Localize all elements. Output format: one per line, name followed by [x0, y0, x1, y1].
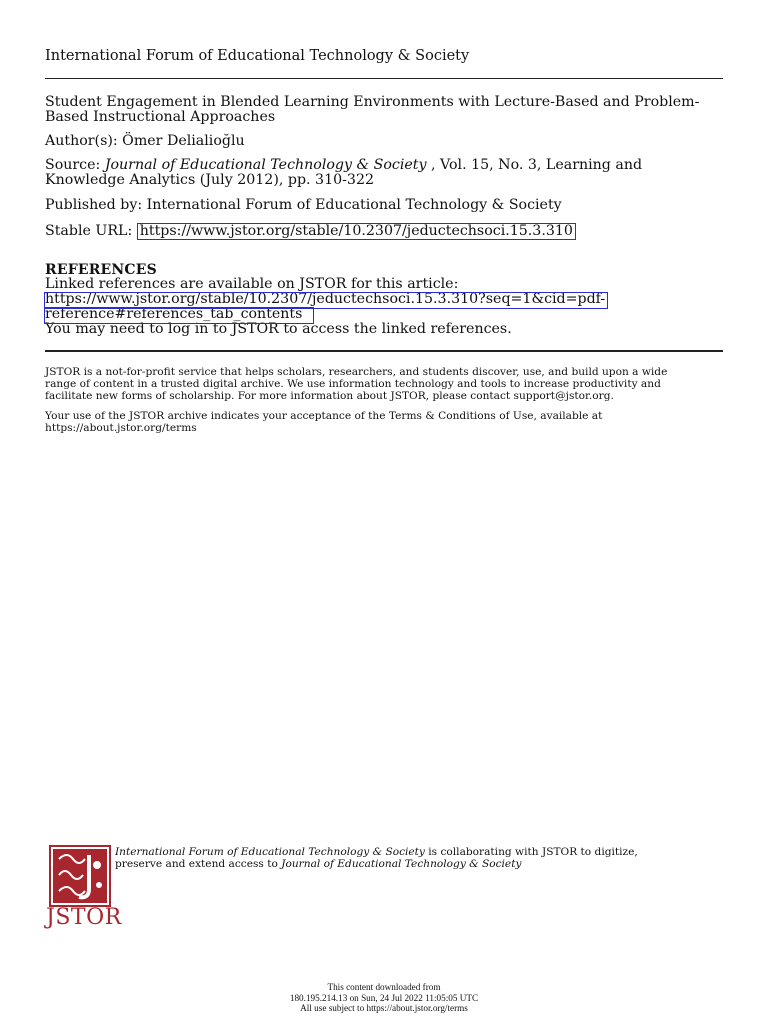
collab-journal: Journal of Educational Technology & Society	[281, 858, 522, 870]
mid-divider	[45, 350, 723, 352]
published-by: Published by: International Forum of Educational Technology & Society	[45, 197, 562, 213]
source-details-line-2: Knowledge Analytics (July 2012), pp. 310-322	[45, 172, 375, 188]
source-details: , Vol. 15, No. 3, Learning and	[426, 157, 643, 173]
stable-url-row	[45, 223, 735, 240]
terms-notice	[45, 410, 715, 434]
references-link-line-2[interactable]: reference#references_tab_contents	[45, 306, 303, 322]
references-heading: REFERENCES	[45, 262, 157, 278]
references-link-line-1[interactable]: https://www.jstor.org/stable/10.2307/jeductechsoci.15.3.310?seq=1&cid=pdf-	[45, 291, 606, 307]
references-intro: Linked references are available on JSTOR for this article:	[45, 276, 459, 292]
references-login-note: You may need to log in to JSTOR to access the linked references.	[45, 321, 512, 337]
stable-url-label: Stable URL:	[45, 223, 137, 239]
footer-line-1: This content downloaded from	[327, 982, 441, 992]
terms-line-1: Your use of the JSTOR archive indicates your acceptance of the Terms & Conditions of Use, available at	[45, 410, 603, 422]
footer-line-3: All use subject to https://about.jstor.org/terms	[300, 1003, 468, 1013]
download-footer	[0, 982, 768, 1014]
jstor-logo-icon	[49, 845, 111, 907]
collab-line2-prefix: preserve and extend access to	[115, 858, 282, 870]
source-label: Source:	[45, 157, 105, 173]
terms-url[interactable]: https://about.jstor.org/terms	[45, 422, 197, 434]
notice-line-2: range of content in a trusted digital archive. We use information technology and tools to increase productivity and	[45, 378, 661, 390]
jstor-notice	[45, 366, 715, 402]
notice-line-1: JSTOR is a not-for-profit service that helps scholars, researchers, and students discover, use, and build upon a wide	[45, 366, 668, 378]
article-title-line-2: Based Instructional Approaches	[45, 109, 276, 125]
jstor-wordmark: JSTOR	[46, 905, 122, 930]
article-title	[45, 95, 735, 125]
publisher-header: International Forum of Educational Technology & Society	[45, 48, 470, 64]
stable-url-link[interactable]: https://www.jstor.org/stable/10.2307/jeductechsoci.15.3.310	[137, 223, 576, 240]
references-link-box-2[interactable]	[44, 307, 314, 324]
notice-line-3: facilitate new forms of scholarship. For more information about JSTOR, please contact support@jstor.org.	[45, 390, 614, 402]
article-title-line-1: Student Engagement in Blended Learning Environments with Lecture-Based and Problem-	[45, 94, 700, 110]
footer-line-2: 180.195.214.13 on Sun, 24 Jul 2022 11:05:05 UTC	[289, 992, 479, 1003]
article-source	[45, 158, 735, 188]
article-author: Author(s): Ömer Delialioğlu	[45, 133, 245, 149]
source-journal: Journal of Educational Technology & Society	[104, 157, 427, 173]
top-divider	[45, 78, 723, 79]
collab-org: International Forum of Educational Technology & Society	[115, 846, 425, 858]
collaboration-statement	[115, 846, 715, 870]
collab-mid: is collaborating with JSTOR to digitize,	[424, 846, 638, 858]
